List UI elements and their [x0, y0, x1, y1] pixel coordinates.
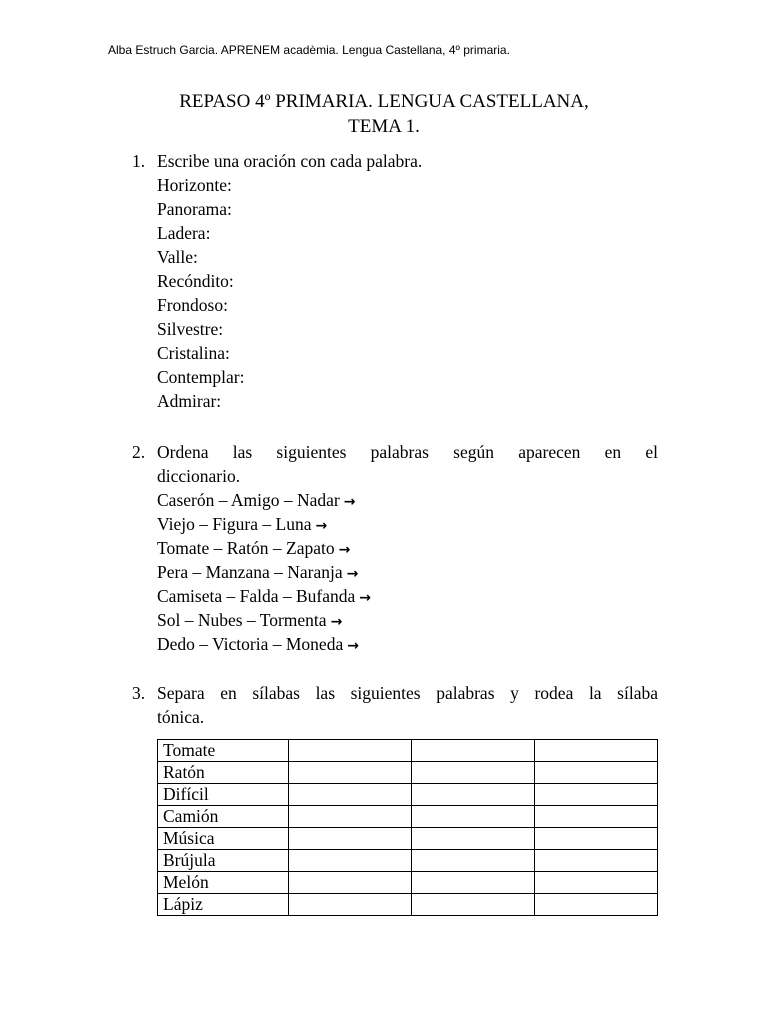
answer-cell[interactable] [411, 872, 535, 894]
exercise-1-number: 1. [132, 151, 146, 171]
exercise-1-word: Recóndito: [157, 271, 234, 291]
syllable-table [157, 739, 658, 916]
table-word-cell: Melón [158, 872, 289, 894]
table-row [158, 850, 658, 872]
answer-cell[interactable] [535, 828, 658, 850]
table-word-cell: Lápiz [158, 894, 289, 916]
answer-cell[interactable] [288, 740, 411, 762]
table-row [158, 784, 658, 806]
answer-cell[interactable] [535, 850, 658, 872]
exercise-2-group [132, 536, 658, 560]
exercise-1-word: Cristalina: [157, 343, 230, 363]
answer-cell[interactable] [411, 740, 535, 762]
answer-cell[interactable] [535, 806, 658, 828]
answer-cell[interactable] [535, 872, 658, 894]
exercise-2-group-words: Pera – Manzana – Naranja [157, 562, 343, 582]
right-arrow-icon: → [359, 590, 372, 606]
table-row [158, 762, 658, 784]
exercise-1 [132, 149, 658, 413]
answer-cell[interactable] [535, 784, 658, 806]
exercise-1-instruction-text: Escribe una oración con cada palabra. [157, 151, 423, 171]
exercise-1-instruction [132, 149, 658, 173]
answer-cell[interactable] [288, 806, 411, 828]
answer-cell[interactable] [288, 850, 411, 872]
right-arrow-icon: → [347, 638, 359, 654]
exercise-2-group [132, 560, 658, 584]
answer-cell[interactable] [411, 784, 535, 806]
answer-cell[interactable] [288, 894, 411, 916]
exercise-3-number: 3. [132, 683, 146, 703]
table-word-cell: Camión [158, 806, 289, 828]
exercise-2-instruction-line-1 [132, 440, 658, 464]
exercise-3 [132, 681, 658, 729]
answer-cell[interactable] [411, 828, 535, 850]
answer-cell[interactable] [535, 740, 658, 762]
table-row [158, 828, 658, 850]
header-note: Alba Estruch Garcia. APRENEM acadèmia. Lengua Castellana, 4º primaria. [108, 43, 510, 57]
exercise-2-group [132, 632, 658, 656]
exercise-2-group-words: Sol – Nubes – Tormenta [157, 610, 327, 630]
worksheet-title-line-1: REPASO 4º PRIMARIA. LENGUA CASTELLANA, [179, 91, 589, 112]
answer-cell[interactable] [288, 828, 411, 850]
exercise-2-instruction-line-2: diccionario. [157, 466, 241, 486]
exercise-2-instruction-text: Ordena las siguientes palabras según aparecen en el [157, 442, 658, 462]
table-row [158, 894, 658, 916]
worksheet-title-line-2: TEMA 1. [348, 116, 420, 137]
table-word-cell: Difícil [158, 784, 289, 806]
right-arrow-icon: → [343, 494, 356, 510]
answer-cell[interactable] [411, 806, 535, 828]
exercise-1-word: Valle: [157, 247, 198, 267]
exercise-2-group-words: Camiseta – Falda – Bufanda [157, 586, 356, 606]
exercise-2-group [132, 512, 658, 536]
exercise-2-group-words: Dedo – Victoria – Moneda [157, 634, 344, 654]
table-word-cell: Música [158, 828, 289, 850]
right-arrow-icon: → [346, 566, 359, 582]
exercise-2-group [132, 584, 658, 608]
answer-cell[interactable] [535, 894, 658, 916]
table-row [158, 872, 658, 894]
answer-cell[interactable] [288, 784, 411, 806]
exercise-1-word: Contemplar: [157, 367, 245, 387]
answer-cell[interactable] [411, 762, 535, 784]
answer-cell[interactable] [411, 850, 535, 872]
table-row [158, 740, 658, 762]
exercise-1-word: Frondoso: [157, 295, 228, 315]
table-word-cell: Ratón [158, 762, 289, 784]
exercise-2 [132, 440, 658, 656]
right-arrow-icon: → [330, 614, 343, 630]
answer-cell[interactable] [288, 762, 411, 784]
table-row [158, 806, 658, 828]
exercise-3-instruction-line-1 [132, 681, 658, 705]
exercise-2-number: 2. [132, 442, 146, 462]
exercise-1-word: Horizonte: [157, 175, 232, 195]
table-word-cell: Tomate [158, 740, 289, 762]
exercise-2-group-words: Viejo – Figura – Luna [157, 514, 312, 534]
answer-cell[interactable] [411, 894, 535, 916]
exercise-2-group [132, 608, 658, 632]
exercise-3-instruction-text: Separa en sílabas las siguientes palabras y rodea la sílaba [157, 683, 658, 703]
exercise-2-group-words: Tomate – Ratón – Zapato [157, 538, 335, 558]
exercise-3-instruction-line-2: tónica. [157, 707, 205, 727]
answer-cell[interactable] [535, 762, 658, 784]
right-arrow-icon: → [338, 542, 351, 558]
exercise-2-group-words: Caserón – Amigo – Nadar [157, 490, 340, 510]
exercise-1-word: Ladera: [157, 223, 211, 243]
right-arrow-icon: → [315, 518, 328, 534]
table-word-cell: Brújula [158, 850, 289, 872]
exercise-1-word: Silvestre: [157, 319, 224, 339]
exercise-1-word: Panorama: [157, 199, 232, 219]
answer-cell[interactable] [288, 872, 411, 894]
exercise-2-group [132, 488, 658, 512]
exercise-1-word: Admirar: [157, 391, 222, 411]
